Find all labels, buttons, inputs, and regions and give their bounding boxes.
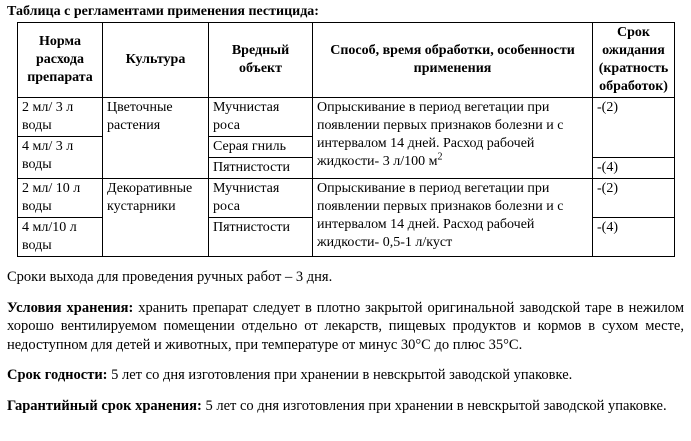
- cell-pest: Серая гниль: [209, 137, 313, 158]
- cell-method: [313, 179, 593, 257]
- paragraph-guaranteed-storage: [7, 397, 684, 416]
- cell-dose: 4 мл/10 л воды: [18, 218, 103, 257]
- cell-method: [313, 98, 593, 179]
- header-culture: Культура: [103, 23, 209, 98]
- method-superscript: 2: [437, 151, 443, 163]
- cell-waiting: -(2): [593, 179, 675, 218]
- header-method: Способ, время обработки, особенности применения: [313, 23, 593, 98]
- paragraph-text: 5 лет со дня изготовления при хранении в невскрытой заводской упаковке.: [107, 367, 573, 383]
- cell-culture: Цветочные растения: [103, 98, 209, 179]
- method-text: Опрыскивание в период вегетации при появлении первых признаков болезни и с интервалом 14 дней. Расход рабочей жидкости- 0,5-1 л/куст: [317, 181, 564, 250]
- cell-dose: 2 мл/ 10 л воды: [18, 179, 103, 218]
- paragraph-text: 5 лет со дня изготовления при хранении в невскрытой заводской упаковке.: [201, 397, 667, 414]
- paragraph-hand-work-terms: [7, 268, 684, 287]
- header-dose: Норма расхода препарата: [18, 23, 103, 98]
- header-waiting-period: Срок ожидания (кратность обработок): [593, 23, 675, 98]
- page-title: Таблица с регламентами применения пестицида:: [7, 4, 319, 19]
- notes-section: [7, 268, 684, 415]
- cell-waiting: -(4): [593, 158, 675, 179]
- cell-pest: Мучнистая роса: [209, 179, 313, 218]
- cell-dose: 4 мл/ 3 л воды: [18, 137, 103, 179]
- paragraph-text: Сроки выхода для проведения ручных работ – 3 дня.: [7, 269, 333, 285]
- method-text: Опрыскивание в период вегетации при появлении первых признаков болезни и с интервалом 14 дней. Расход рабочей жидкости- 3 л/100 м: [317, 100, 564, 169]
- cell-waiting: -(2): [593, 98, 675, 158]
- cell-culture: Декоративные кустарники: [103, 179, 209, 257]
- cell-pest: Мучнистая роса: [209, 98, 313, 137]
- cell-waiting: -(4): [593, 218, 675, 257]
- cell-pest: Пятнистости: [209, 218, 313, 257]
- table-row: [18, 179, 675, 218]
- pesticide-regulation-table: [17, 22, 675, 257]
- paragraph-text: хранить препарат следует в плотно закрытой оригинальной заводской таре в нежилом хорошо вентилируемом помещении отдельно от лекарств, пищевых продуктов и кормов в сухом месте, недоступном для детей и животных, при температуре от минус 30°C до плюс 35°C.: [7, 299, 684, 353]
- table-header-row: [18, 23, 675, 98]
- cell-pest: Пятнистости: [209, 158, 313, 179]
- cell-dose: 2 мл/ 3 л воды: [18, 98, 103, 137]
- paragraph-label: Гарантийный срок хранения:: [7, 397, 202, 414]
- paragraph-shelf-life: [7, 366, 684, 385]
- paragraph-label: Условия хранения:: [7, 299, 134, 316]
- paragraph-label: Срок годности:: [7, 367, 108, 383]
- paragraph-storage-conditions: [7, 299, 684, 355]
- header-pest: Вредный объект: [209, 23, 313, 98]
- table-row: [18, 98, 675, 137]
